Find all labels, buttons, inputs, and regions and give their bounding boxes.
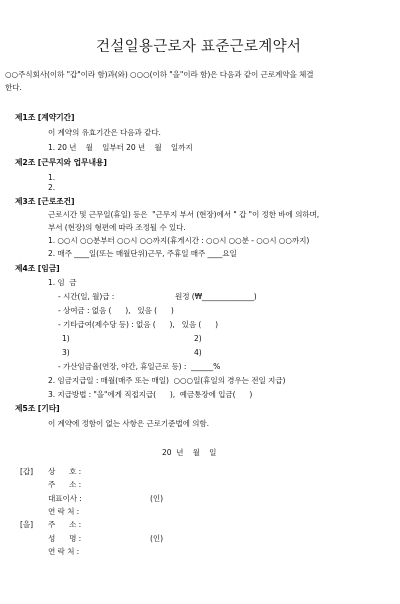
other-pay-4: 4) bbox=[194, 348, 202, 357]
article-3-line-3: 1. ○○시 ○○분부터 ○○시 ○○까지(휴게시간 : ○○시 ○○분 - ○○시 ○○까지) bbox=[48, 236, 310, 245]
other-pay-1: 1) bbox=[62, 334, 70, 343]
article-5-line-1: 이 계약에 정함이 없는 사항은 근로기준법에 의함. bbox=[48, 419, 209, 428]
other-pay-3: 3) bbox=[62, 348, 70, 357]
wage-hourly: - 시간(일, 월)급 : bbox=[58, 292, 115, 301]
party-a-company: 상 호 : bbox=[48, 467, 82, 476]
party-a-ceo: 대표이사 : bbox=[48, 494, 82, 503]
article-4-heading: 제4조 [임금] bbox=[15, 264, 60, 273]
party-b-contact: 연 락 처 : bbox=[48, 547, 80, 556]
premium-rate-line: - 가산임금율(연장, 야간, 휴일근로 등) : ______% bbox=[58, 362, 221, 371]
article-5-heading: 제5조 [기타] bbox=[15, 404, 60, 413]
article-3-heading: 제3조 [근로조건] bbox=[15, 197, 75, 206]
article-2-line-2: 2. bbox=[48, 183, 56, 192]
article-1-line-2: 1. 20 년 월 일부터 20 년 월 일까지 bbox=[48, 143, 193, 152]
payment-method-line: 3. 지급방법 : "을"에게 직접지급( ), 예금통장에 입금( ) bbox=[48, 390, 253, 399]
party-b-name: 성 명 : bbox=[48, 534, 82, 543]
wage-item: 1. 임 금 bbox=[48, 278, 77, 287]
article-3-line-1: 근로시간 및 근무일(휴일) 등은 "근무지 부서 (현장)에서 " 갑 "이 정한 바에 의하며, bbox=[48, 210, 320, 219]
payday-line: 2. 임금지급일 : 매월(매주 또는 매일) ○○○일(휴일의 경우는 전일 지급) bbox=[48, 376, 286, 385]
article-1-line-1: 이 계약의 유효기간은 다음과 같다. bbox=[48, 128, 161, 137]
party-b-address: 주 소 : bbox=[48, 520, 82, 529]
party-b-tag: [을] bbox=[20, 520, 33, 529]
document-title: 건설일용근로자 표준근로계약서 bbox=[96, 39, 302, 55]
article-3-line-4: 2. 매주 ____일(또는 매월단위)근무, 주휴일 매주 ____요일 bbox=[48, 249, 237, 258]
other-pay-2: 2) bbox=[194, 334, 202, 343]
intro-line-1: ○○주식회사(이하 "갑"이라 함)과(와) ○○○(이하 "을"이라 함)은 다음과 같이 근로계약을 체결 bbox=[5, 70, 314, 79]
party-a-address: 주 소 : bbox=[48, 480, 82, 489]
party-a-seal: (인) bbox=[150, 494, 163, 503]
contract-date: 20 년 월 일 bbox=[162, 448, 217, 457]
wage-amount: 원정 (₩______________) bbox=[175, 292, 257, 301]
article-2-line-1: 1. bbox=[48, 173, 56, 182]
party-a-tag: [갑] bbox=[20, 467, 33, 476]
article-3-line-2: 부서 (현장)의 형편에 따라 조정될 수 있다. bbox=[48, 223, 186, 232]
bonus-line: - 상여금 : 없음 ( ), 있음 ( ) bbox=[58, 306, 174, 315]
intro-line-2: 한다. bbox=[5, 83, 22, 92]
article-1-heading: 제1조 [계약기간] bbox=[15, 113, 75, 122]
party-b-seal: (인) bbox=[150, 534, 163, 543]
other-pay-line: - 기타급여(제수당 등) : 없음 ( ), 있음 ( ) bbox=[58, 320, 219, 329]
article-2-heading: 제2조 [근무지와 업무내용] bbox=[15, 158, 107, 167]
party-a-contact: 연 락 처 : bbox=[48, 507, 80, 516]
